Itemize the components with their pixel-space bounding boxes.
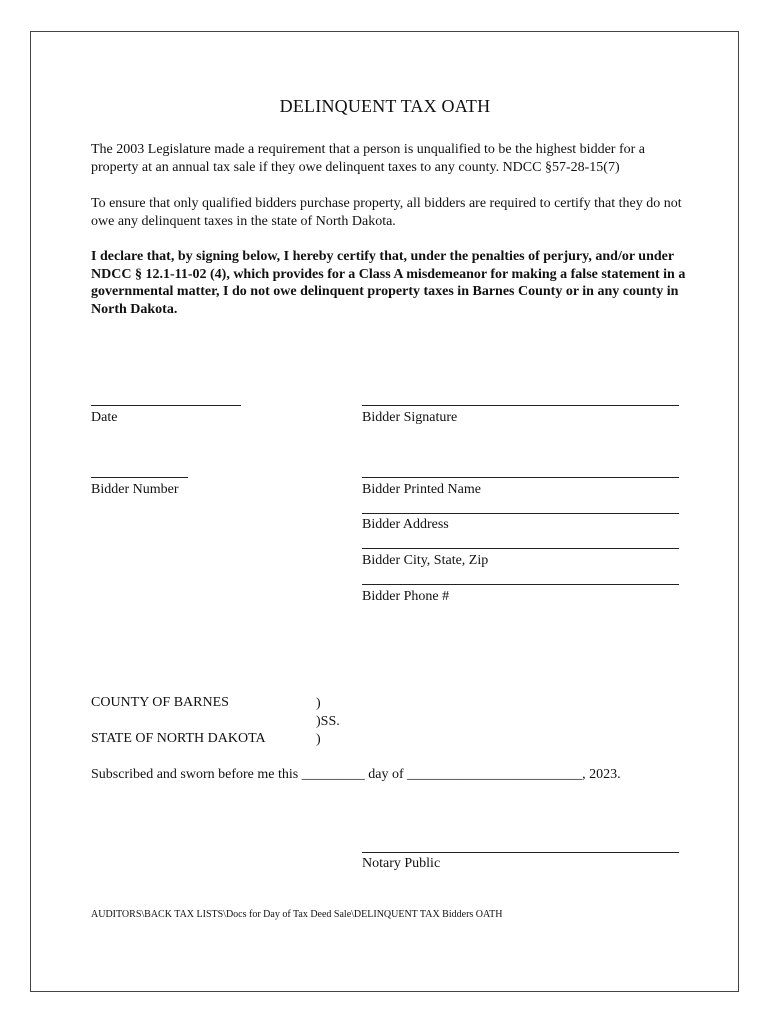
bidder-signature-label: Bidder Signature xyxy=(362,410,458,425)
legislature-paragraph: The 2003 Legislature made a requirement that a person is unqualified to be the highest bidder for a property at an annual tax sale if they owe delinquent taxes to any county. NDCC §57-28-15(7) xyxy=(91,142,645,175)
county-label: COUNTY OF BARNES xyxy=(91,695,229,710)
notary-public-label: Notary Public xyxy=(362,856,441,871)
date-line[interactable] xyxy=(91,405,241,406)
bidder-printed-name-label: Bidder Printed Name xyxy=(362,482,481,497)
state-label: STATE OF NORTH DAKOTA xyxy=(91,731,266,746)
bidder-address-line[interactable] xyxy=(362,513,679,514)
document-title: DELINQUENT TAX OATH xyxy=(279,96,491,116)
subscribed-sworn-line: Subscribed and sworn before me this _________ day of _________________________, 2023. xyxy=(91,767,621,782)
bidder-phone-line[interactable] xyxy=(362,584,679,585)
qualified-bidders-paragraph: To ensure that only qualified bidders purchase property, all bidders are required to certify that they do not owe any delinquent taxes in the state of North Dakota. xyxy=(91,196,682,229)
declaration-paragraph: I declare that, by signing below, I hereby certify that, under the penalties of perjury, and/or under NDCC § 12.1-11-02 (4), which provides for a Class A misdemeanor for making a false statement in a governmental matter, I do not owe delinquent property taxes in Barnes County or in any county in North Dakota. xyxy=(91,249,686,317)
bidder-signature-line[interactable] xyxy=(362,405,679,406)
bidder-phone-label: Bidder Phone # xyxy=(362,589,450,604)
bidder-city-label: Bidder City, State, Zip xyxy=(362,553,489,568)
date-label: Date xyxy=(91,410,118,425)
venue-paren-bottom: ) xyxy=(316,732,321,747)
footer-file-path: AUDITORS\BACK TAX LISTS\Docs for Day of Tax Deed Sale\DELINQUENT TAX Bidders OATH xyxy=(91,909,503,920)
bidder-city-line[interactable] xyxy=(362,548,679,549)
venue-ss: )SS. xyxy=(316,714,340,729)
bidder-address-label: Bidder Address xyxy=(362,517,449,532)
venue-paren-top: ) xyxy=(316,696,321,711)
bidder-number-label: Bidder Number xyxy=(91,482,179,497)
notary-signature-line[interactable] xyxy=(362,852,679,853)
bidder-number-line[interactable] xyxy=(91,477,188,478)
bidder-printed-name-line[interactable] xyxy=(362,477,679,478)
